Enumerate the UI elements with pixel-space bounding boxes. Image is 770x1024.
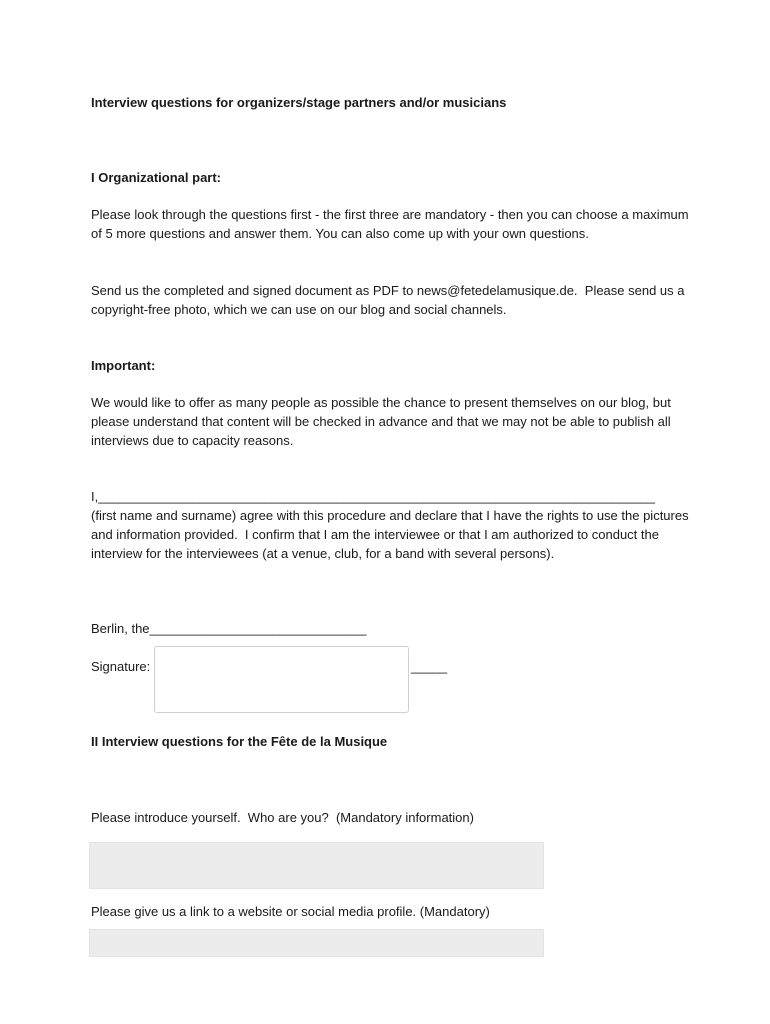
signature-field[interactable] — [154, 646, 409, 713]
signature-label: Signature: — [91, 659, 151, 674]
answer-2-field[interactable] — [89, 929, 544, 957]
name-line: I,_____________________________________________________________________________ — [91, 489, 655, 504]
submission-paragraph: Send us the completed and signed document as PDF to news@fetedelamusique.de. Please send us a copyright-free photo, which we can use on our blog and social channels. — [91, 283, 689, 317]
document-title: Interview questions for organizers/stage partners and/or musicians — [91, 95, 507, 110]
instructions-paragraph: Please look through the questions first - the first three are mandatory - then you can choose a maximum of 5 more questions and answer them. You can also come up with your own questions. — [91, 207, 693, 241]
section-1-heading: I Organizational part: — [91, 170, 222, 185]
answer-1-field[interactable] — [89, 842, 544, 889]
consent-paragraph: (first name and surname) agree with this procedure and declare that I have the rights to use the pictures and information provided. I confirm that I am the interviewee or that I am authorized to conduct the interview for the interviewees (at a venue, club, for a band with several persons). — [91, 508, 693, 561]
question-1: Please introduce yourself. Who are you? (Mandatory information) — [91, 810, 474, 825]
important-heading: Important: — [91, 358, 156, 373]
section-2-heading: II Interview questions for the Fête de la Musique — [91, 734, 388, 749]
question-2: Please give us a link to a website or social media profile. (Mandatory) — [91, 904, 490, 919]
important-paragraph: We would like to offer as many people as possible the chance to present themselves on our blog, but please understand that content will be checked in advance and that we may not be able to publish all interviews due to capacity reasons. — [91, 395, 675, 448]
place-date-line: Berlin, the______________________________ — [91, 621, 367, 636]
signature-trailing-line: _____ — [411, 659, 448, 674]
